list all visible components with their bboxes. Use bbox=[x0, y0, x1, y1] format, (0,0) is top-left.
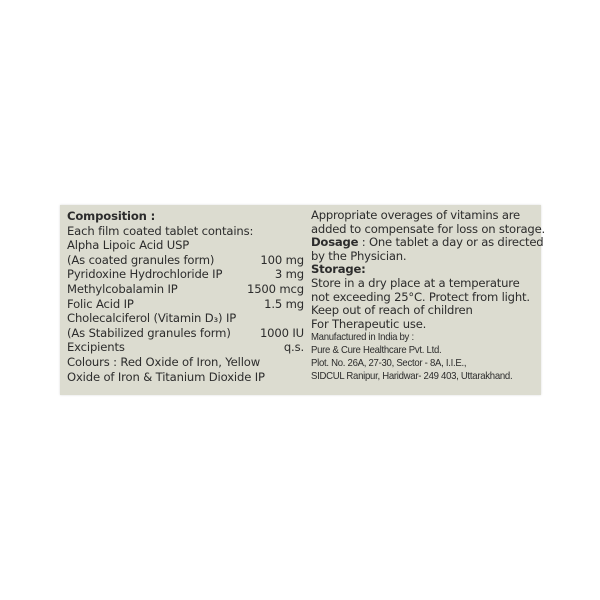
dosage-label: Dosage bbox=[311, 235, 359, 250]
composition-heading: Composition : bbox=[67, 209, 156, 223]
ingredient-amount: 3 mg bbox=[274, 267, 304, 282]
ingredient-row bbox=[67, 311, 304, 326]
storage-label: Storage: bbox=[311, 262, 366, 277]
storage-text: Store in a dry place at a temperature bbox=[311, 275, 520, 290]
label-panel bbox=[60, 205, 545, 395]
ingredient-name: (As Stabilized granules form) bbox=[67, 325, 231, 340]
manufacturer-line: Manufactured in India by : bbox=[311, 332, 414, 344]
dosage-text: by the Physician. bbox=[311, 248, 407, 263]
storage-text: not exceeding 25°C. Protect from light. bbox=[311, 289, 530, 304]
ingredient-name: Excipients bbox=[67, 340, 125, 355]
storage-text: For Therapeutic use. bbox=[311, 316, 427, 331]
dosage-line bbox=[311, 235, 544, 250]
ingredient-amount: 100 mg bbox=[260, 252, 304, 267]
ingredient-name: Pyridoxine Hydrochloride IP bbox=[67, 267, 223, 282]
colours-line: Oxide of Iron & Titanium Dioxide IP bbox=[67, 369, 265, 384]
dosage-text: : One tablet a day or as directed bbox=[358, 235, 544, 250]
overages-text: Appropriate overages of vitamins are bbox=[311, 208, 520, 222]
ingredient-name: Methylcobalamin IP bbox=[67, 281, 178, 296]
colours-line: Colours : Red Oxide of Iron, Yellow bbox=[67, 354, 261, 369]
ingredient-amount: 1500 mcg bbox=[246, 281, 304, 296]
ingredient-name: Alpha Lipoic Acid USP bbox=[67, 238, 190, 253]
manufacturer-line: SIDCUL Ranipur, Haridwar- 249 403, Uttarakhand. bbox=[311, 371, 513, 383]
composition-section bbox=[67, 209, 304, 384]
ingredient-amount: q.s. bbox=[283, 340, 304, 355]
ingredient-row bbox=[67, 282, 304, 297]
storage-text: Keep out of reach of children bbox=[311, 303, 473, 318]
overages-text: added to compensate for loss on storage. bbox=[311, 221, 545, 236]
composition-intro: Each film coated tablet contains: bbox=[67, 223, 254, 238]
manufacturer-line: Plot. No. 26A, 27-30, Sector - 8A, I.I.E., bbox=[311, 358, 467, 370]
ingredient-row bbox=[67, 238, 304, 253]
ingredient-amount: 1000 IU bbox=[259, 325, 304, 340]
ingredient-name: Folic Acid IP bbox=[67, 296, 134, 311]
ingredient-row bbox=[67, 267, 304, 282]
manufacturer-line: Pure & Cure Healthcare Pvt. Ltd. bbox=[311, 345, 442, 357]
info-section bbox=[311, 208, 545, 383]
ingredient-row bbox=[67, 253, 304, 268]
ingredient-amount: 1.5 mg bbox=[264, 296, 304, 311]
ingredient-row bbox=[67, 297, 304, 312]
ingredient-row bbox=[67, 326, 304, 341]
ingredient-name: Cholecalciferol (Vitamin D₃) IP bbox=[67, 311, 237, 326]
ingredient-name: (As coated granules form) bbox=[67, 252, 215, 267]
ingredient-row bbox=[67, 340, 304, 355]
